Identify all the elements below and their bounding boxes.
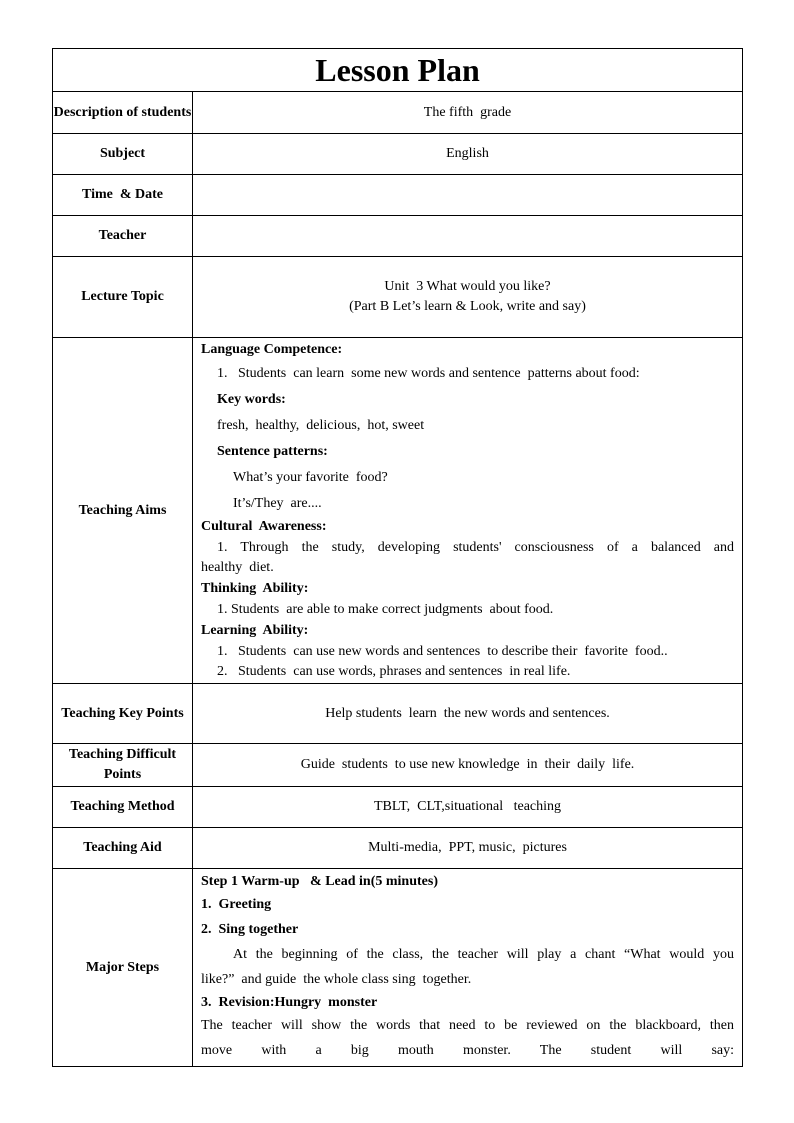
difficult-points-row (53, 744, 743, 787)
pattern-2: It’s/They are.... (233, 495, 322, 511)
lecture-topic-line1: Unit 3 What would you like? (384, 279, 551, 294)
learning-heading: Learning Ability: (201, 622, 309, 638)
language-item-1: 1. Students can learn some new words and sentence patterns about food: (217, 365, 640, 381)
subject-row (53, 134, 743, 175)
aid-label: Teaching Aid (53, 828, 193, 869)
key-words-heading: Key words: (217, 391, 286, 407)
subject-label: Subject (53, 134, 193, 175)
major-steps-content (193, 869, 743, 1067)
step1-heading: Step 1 Warm-up & Lead in(5 minutes) (201, 874, 438, 890)
key-points-value: Help students learn the new words and sentences. (193, 684, 743, 744)
aid-row (53, 828, 743, 869)
sentence-patterns-heading: Sentence patterns: (217, 443, 328, 459)
step1-item-3: 3. Revision:Hungry monster (201, 995, 378, 1011)
lecture-topic-value (193, 257, 743, 338)
teacher-label: Teacher (53, 216, 193, 257)
key-points-row (53, 684, 743, 744)
language-heading: Language Competence: (201, 342, 343, 357)
learning-item-2: 2. Students can use words, phrases and sentences in real life. (217, 664, 571, 680)
step1-para1-line2: like?” and guide the whole class sing together. (201, 971, 472, 987)
time-date-row (53, 175, 743, 216)
lecture-topic-row (53, 257, 743, 338)
description-value: The fifth grade (193, 92, 743, 134)
difficult-points-label: Teaching Difficult Points (53, 744, 193, 787)
step1-item-1: 1. Greeting (201, 897, 272, 913)
step1-item-2: 2. Sing together (201, 921, 299, 937)
description-row (53, 92, 743, 134)
time-date-label: Time & Date (53, 175, 193, 216)
teacher-row (53, 216, 743, 257)
time-date-value (193, 175, 743, 216)
step1-para2-line2: move with a big mouth monster. The student will say: (201, 1043, 735, 1059)
lesson-plan-table (52, 48, 743, 1067)
teaching-aims-content (193, 338, 743, 684)
learning-item-1: 1. Students can use new words and sentences to describe their favorite food.. (217, 643, 668, 659)
title-row (53, 49, 743, 92)
subject-value: English (193, 134, 743, 175)
thinking-item-1: 1. Students are able to make correct judgments about food. (217, 601, 554, 617)
description-label: Description of students (53, 92, 193, 134)
thinking-heading: Thinking Ability: (201, 581, 309, 597)
method-row (53, 787, 743, 828)
page-title: Lesson Plan (53, 49, 743, 92)
key-points-label: Teaching Key Points (53, 684, 193, 744)
difficult-points-value: Guide students to use new knowledge in their daily life. (193, 744, 743, 787)
cultural-item-1-line2: healthy diet. (201, 560, 274, 576)
cultural-heading: Cultural Awareness: (201, 518, 327, 534)
pattern-1: What’s your favorite food? (233, 469, 388, 485)
lecture-topic-line2: (Part B Let’s learn & Look, write and say) (349, 299, 586, 314)
method-value: TBLT, CLT,situational teaching (193, 787, 743, 828)
teacher-value (193, 216, 743, 257)
step1-para1-line1: At the beginning of the class, the teacher will play a chant “What would you (233, 946, 735, 962)
cultural-item-1-line1: 1. Through the study, developing students' consciousness of a balanced and (217, 539, 735, 555)
method-label: Teaching Method (53, 787, 193, 828)
major-steps-label: Major Steps (53, 869, 193, 1067)
lecture-topic-label: Lecture Topic (53, 257, 193, 338)
step1-para2-line1: The teacher will show the words that need to be reviewed on the blackboard, then (201, 1018, 735, 1034)
aid-value: Multi-media, PPT, music, pictures (193, 828, 743, 869)
major-steps-row (53, 869, 743, 1067)
teaching-aims-label: Teaching Aims (53, 338, 193, 684)
teaching-aims-row (53, 338, 743, 684)
key-words: fresh, healthy, delicious, hot, sweet (217, 417, 425, 433)
